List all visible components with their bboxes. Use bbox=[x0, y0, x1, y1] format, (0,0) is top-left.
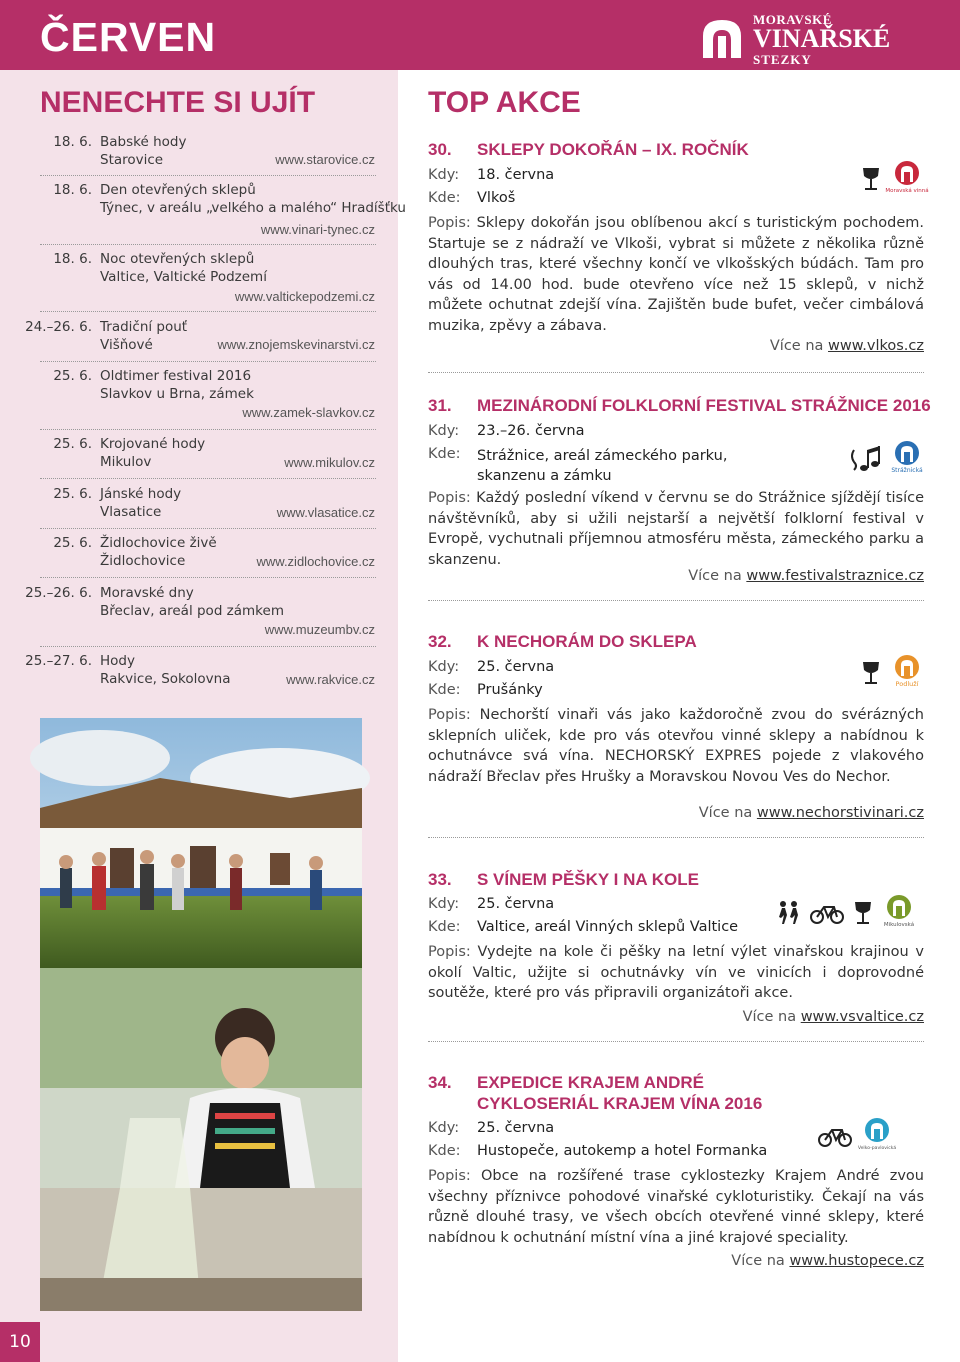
region-badge-icon bbox=[890, 440, 924, 478]
desc-text: Vydejte na kole či pěšky na letní výlet vinařskou krajinou v okolí Valtic, užijte si ochutnávky vín ve vinicích i doprovodné soutěže, které pro vás připravili organizátoři akce. bbox=[428, 944, 925, 1001]
event-name: Hody bbox=[100, 653, 135, 669]
when-value: 25. června bbox=[477, 1120, 555, 1136]
logo-line1: MORAVSKÉ bbox=[753, 12, 832, 27]
action-title: EXPEDICE KRAJEM ANDRÉ bbox=[477, 1073, 705, 1092]
event-link[interactable]: www.starovice.cz bbox=[275, 152, 375, 167]
event-place: Týnec, v areálu „velkého a malého“ Hradíšťku bbox=[100, 200, 406, 216]
more-link[interactable]: www.festivalstraznice.cz bbox=[746, 568, 924, 584]
action-description bbox=[428, 1166, 924, 1248]
action-icons bbox=[860, 160, 929, 198]
action-heading bbox=[428, 1073, 704, 1093]
divider bbox=[428, 600, 924, 601]
action-title: K NECHORÁM DO SKLEPA bbox=[477, 632, 697, 651]
action-number: 33. bbox=[428, 870, 452, 889]
where-value: Valtice, areál Vinných sklepů Valtice bbox=[477, 919, 739, 935]
event-link[interactable]: www.zamek-slavkov.cz bbox=[242, 405, 375, 420]
divider bbox=[428, 1041, 924, 1042]
divider bbox=[40, 175, 376, 176]
event-name: Oldtimer festival 2016 bbox=[100, 368, 252, 384]
action-description bbox=[428, 705, 924, 787]
region-name: Moravská vinná bbox=[885, 188, 929, 194]
action-description bbox=[428, 488, 924, 570]
event-link[interactable]: www.rakvice.cz bbox=[286, 672, 375, 687]
event-place: Židlochovice bbox=[100, 553, 186, 569]
region-badge-icon bbox=[882, 894, 916, 932]
when-label: Kdy: bbox=[428, 659, 460, 675]
when-value: 23.–26. června bbox=[477, 423, 585, 439]
month-title: ČERVEN bbox=[40, 14, 217, 60]
event-link[interactable]: www.zidlochovice.cz bbox=[256, 554, 375, 569]
where-label: Kde: bbox=[428, 446, 461, 462]
wine-glass-icon bbox=[860, 660, 882, 686]
desc-label: Popis: bbox=[428, 1168, 471, 1184]
music-notes-icon bbox=[848, 442, 882, 476]
desc-label: Popis: bbox=[428, 944, 471, 960]
divider bbox=[40, 429, 376, 430]
more-info bbox=[699, 805, 924, 821]
divider bbox=[40, 646, 376, 647]
where-value: Vlkoš bbox=[477, 190, 516, 206]
hikers-icon bbox=[776, 900, 802, 926]
event-link[interactable]: www.muzeumbv.cz bbox=[264, 622, 375, 637]
action-description bbox=[428, 942, 924, 1004]
event-name: Krojované hody bbox=[100, 436, 206, 452]
action-heading bbox=[428, 140, 749, 160]
event-name: Jánské hody bbox=[100, 486, 182, 502]
event-place: Starovice bbox=[100, 152, 164, 168]
event-link[interactable]: www.vlasatice.cz bbox=[276, 505, 375, 520]
region-name: Velko-pavlovická bbox=[857, 1146, 897, 1151]
event-date: 18. 6. bbox=[53, 251, 92, 267]
when-label: Kdy: bbox=[428, 423, 460, 439]
divider bbox=[428, 372, 924, 373]
event-link[interactable]: www.vinari-tynec.cz bbox=[260, 222, 375, 237]
event-name: Tradiční pouť bbox=[100, 319, 188, 335]
action-icons bbox=[818, 1117, 897, 1155]
header-band bbox=[0, 0, 960, 70]
where-value: Prušánky bbox=[477, 682, 543, 698]
page-number: 10 bbox=[0, 1322, 40, 1362]
more-link[interactable]: www.hustopece.cz bbox=[789, 1253, 924, 1269]
region-badge-icon bbox=[857, 1117, 897, 1155]
action-number: 30. bbox=[428, 140, 452, 159]
event-link[interactable]: www.znojemskevinarstvi.cz bbox=[217, 337, 375, 352]
region-name: Strážnická bbox=[891, 467, 923, 474]
action-title: SKLEPY DOKOŘÁN – IX. ROČNÍK bbox=[477, 140, 749, 159]
action-title: MEZINÁRODNÍ FOLKLORNÍ FESTIVAL STRÁŽNICE 2016 bbox=[477, 396, 931, 415]
desc-label: Popis: bbox=[428, 707, 471, 723]
more-label: Více na bbox=[731, 1253, 785, 1269]
more-link[interactable]: www.vsvaltice.cz bbox=[800, 1009, 924, 1025]
logo-mark-icon bbox=[697, 16, 747, 60]
action-number: 34. bbox=[428, 1073, 452, 1092]
where-label: Kde: bbox=[428, 919, 461, 935]
region-name: Podluží bbox=[895, 680, 919, 688]
event-name: Noc otevřených sklepů bbox=[100, 251, 255, 267]
event-date: 25.–26. 6. bbox=[25, 585, 92, 601]
event-date: 25. 6. bbox=[53, 368, 92, 384]
more-link[interactable]: www.vlkos.cz bbox=[828, 338, 924, 354]
event-date: 25. 6. bbox=[53, 535, 92, 551]
event-place: Mikulov bbox=[100, 454, 152, 470]
event-date: 25.–27. 6. bbox=[25, 653, 92, 669]
event-place: Vlasatice bbox=[100, 504, 162, 520]
event-link[interactable]: www.mikulov.cz bbox=[284, 455, 375, 470]
divider bbox=[40, 528, 376, 529]
desc-text: Sklepy dokořán jsou oblíbenou akcí s turistickým pochodem. Startuje se z nádraží ve Vlkoši, vybrat si můžete z několika různě dlouhých tras, které všechny končí ve vlkošských búdách. Tam pro vás od 14.00 hod. bude otevřeno více než 15 sklepů, v nichž můžete ochutnat zdejší vína. Zajištěn bude bufet, večer cimbálová muzika, zpěvy a zábava. bbox=[428, 215, 924, 334]
action-icons bbox=[860, 654, 924, 692]
action-number: 31. bbox=[428, 396, 452, 415]
event-link[interactable]: www.valtickepodzemi.cz bbox=[234, 289, 375, 304]
event-date: 18. 6. bbox=[53, 182, 92, 198]
event-place: Břeclav, areál pod zámkem bbox=[100, 603, 284, 619]
left-section-title: NENECHTE SI UJÍT bbox=[40, 86, 316, 119]
event-date: 25. 6. bbox=[53, 436, 92, 452]
event-date: 24.–26. 6. bbox=[25, 319, 92, 335]
where-label: Kde: bbox=[428, 682, 461, 698]
desc-label: Popis: bbox=[428, 490, 471, 506]
event-photo bbox=[40, 718, 362, 1311]
event-place: Valtice, Valtické Podzemí bbox=[100, 269, 267, 285]
divider bbox=[40, 577, 376, 578]
more-info bbox=[688, 568, 924, 584]
event-place: Rakvice, Sokolovna bbox=[100, 671, 231, 687]
more-info bbox=[743, 1009, 924, 1025]
region-badge-icon bbox=[885, 160, 929, 198]
when-label: Kdy: bbox=[428, 1120, 460, 1136]
action-heading bbox=[428, 632, 697, 652]
when-label: Kdy: bbox=[428, 896, 460, 912]
more-label: Více na bbox=[769, 338, 824, 354]
action-description bbox=[428, 213, 924, 336]
when-value: 18. června bbox=[477, 167, 555, 183]
action-title-line2: CYKLOSERIÁL KRAJEM VÍNA 2016 bbox=[477, 1094, 763, 1113]
more-label: Více na bbox=[742, 1009, 797, 1025]
more-info bbox=[731, 1253, 924, 1269]
event-name: Babské hody bbox=[100, 134, 187, 150]
action-icons bbox=[776, 894, 916, 932]
where-label: Kde: bbox=[428, 1143, 461, 1159]
when-value: 25. června bbox=[477, 896, 555, 912]
moravske-vinarske-stezky-logo bbox=[697, 8, 891, 70]
event-name: Den otevřených sklepů bbox=[100, 182, 256, 198]
logo-line3: STEZKY bbox=[753, 52, 812, 67]
more-info bbox=[770, 338, 924, 354]
more-label: Více na bbox=[698, 805, 753, 821]
bicycle-icon bbox=[818, 1125, 852, 1147]
action-number: 32. bbox=[428, 632, 452, 651]
desc-text: Každý poslední víkend v červnu se do Strážnice sjíždějí tisíce návštěvníků, aby si užili nejstarší a největší folklorní festival v Evropě, vychutnali příjemnou atmosféru města, zámeckého parku a skanzenu. bbox=[428, 490, 925, 568]
divider bbox=[428, 837, 924, 838]
action-heading bbox=[428, 396, 931, 416]
wine-glass-icon bbox=[852, 900, 874, 926]
when-value: 25. června bbox=[477, 659, 555, 675]
divider bbox=[40, 244, 376, 245]
event-place: Slavkov u Brna, zámek bbox=[100, 386, 254, 402]
right-section-title: TOP AKCE bbox=[428, 86, 581, 119]
where-label: Kde: bbox=[428, 190, 461, 206]
event-name: Moravské dny bbox=[100, 585, 194, 601]
event-place: Višňové bbox=[100, 337, 153, 353]
where-value: Hustopeče, autokemp a hotel Formanka bbox=[477, 1143, 768, 1159]
action-heading bbox=[428, 870, 699, 890]
more-link[interactable]: www.nechorstivinari.cz bbox=[756, 805, 924, 821]
divider bbox=[40, 478, 376, 479]
logo-line2: VINAŘSKÉ bbox=[753, 24, 891, 53]
when-label: Kdy: bbox=[428, 167, 460, 183]
region-badge-icon bbox=[890, 654, 924, 692]
divider bbox=[40, 361, 376, 362]
event-name: Židlochovice živě bbox=[100, 535, 217, 551]
event-date: 18. 6. bbox=[53, 134, 92, 150]
action-title: S VÍNEM PĚŠKY I NA KOLE bbox=[477, 870, 699, 889]
bicycle-icon bbox=[810, 902, 844, 924]
event-date: 25. 6. bbox=[53, 486, 92, 502]
divider bbox=[40, 311, 376, 312]
desc-text: Nechorští vinaři vás jako každoročně zvou do svérázných sklepních uliček, kde pro vás otevřou vinné sklepy a nabídnou k ochutnávce svá vína. NECHORSKÝ EXPRES pojede z vlakového nádraží Břeclav přes Hrušky a Moravskou Novou Ves do Nechor. bbox=[428, 707, 924, 785]
action-icons bbox=[848, 440, 924, 478]
more-label: Více na bbox=[688, 568, 742, 584]
wine-glass-icon bbox=[860, 166, 882, 192]
where-value: Strážnice, areál zámeckého parku, skanzenu a zámku bbox=[477, 448, 728, 484]
desc-text: Obce na rozšířené trase cyklostezky Krajem André zvou všechny příznivce pohodové vinařské cykloturistiky. Čekají na vás různě dlouhé trasy, ve všech obcích otevřené vinné sklepy, které nabídnou k ochutnání místní vína a jiné krajové speciality. bbox=[428, 1168, 924, 1246]
desc-label: Popis: bbox=[428, 215, 471, 231]
region-name: Mikulovská bbox=[883, 922, 915, 928]
